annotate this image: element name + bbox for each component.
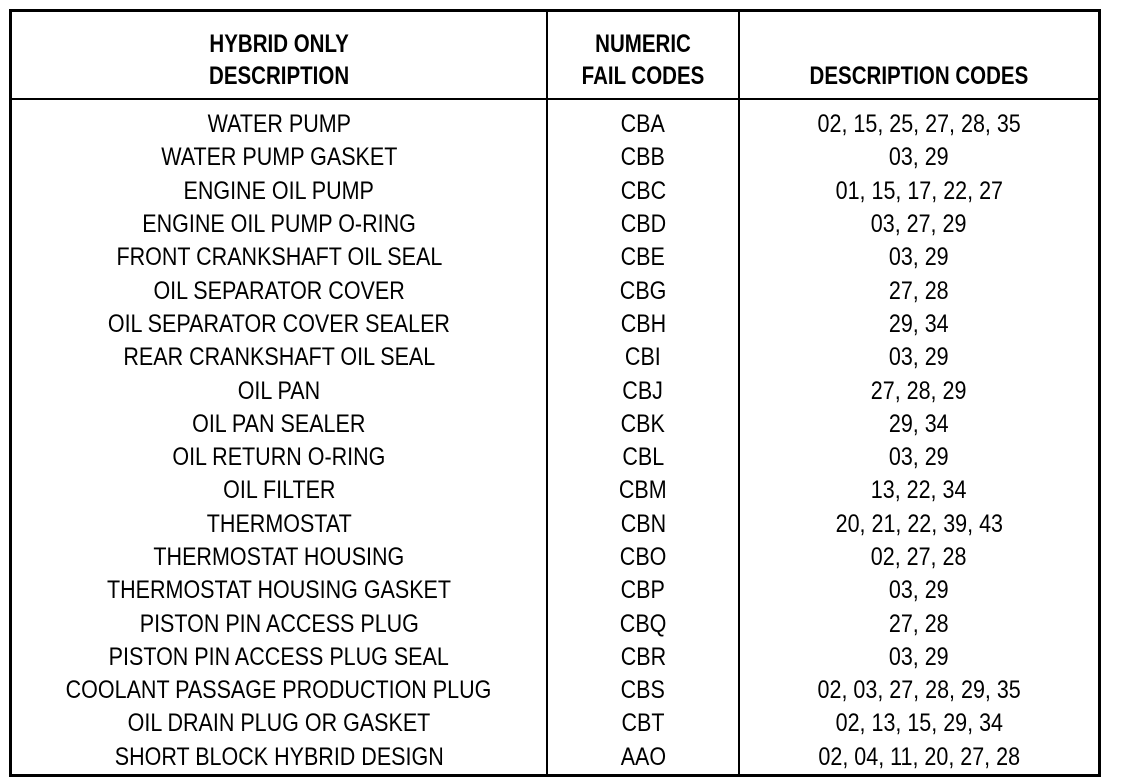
table-row [12, 607, 1098, 640]
row-description-codes: 02, 03, 27, 28, 29, 35 [817, 676, 1021, 705]
row-description-cell [12, 508, 547, 541]
table-row [12, 241, 1098, 274]
row-description-codes-cell [739, 441, 1098, 474]
row-description: ENGINE OIL PUMP [183, 176, 375, 205]
row-description-cell [12, 674, 547, 707]
row-description-codes-cell [739, 341, 1098, 374]
table-row [12, 208, 1098, 241]
row-fail-code: CBC [620, 176, 666, 205]
row-fail-code: CBP [620, 576, 666, 605]
row-fail-code: CBA [620, 110, 666, 139]
row-fail-code-cell [547, 341, 739, 374]
row-description: OIL PAN SEALER [192, 409, 366, 438]
row-fail-code-cell [547, 208, 739, 241]
header-description-codes [771, 12, 1065, 99]
row-description-codes: 27, 28, 29 [871, 376, 967, 405]
row-fail-code-cell [547, 474, 739, 507]
header-description-line2: DESCRIPTION [209, 62, 350, 90]
table-row [12, 674, 1098, 707]
row-description-cell [12, 374, 547, 407]
row-description: COOLANT PASSAGE PRODUCTION PLUG [66, 676, 492, 705]
row-description-codes: 02, 15, 25, 27, 28, 35 [817, 110, 1021, 139]
table-row [12, 274, 1098, 307]
row-description-codes-cell [739, 641, 1098, 674]
row-description-cell [12, 707, 547, 740]
header-fail-codes-line1: NUMERIC [595, 30, 691, 58]
row-fail-code-cell [547, 274, 739, 307]
table-row [12, 374, 1098, 407]
row-description-cell [12, 641, 547, 674]
table-row [12, 308, 1098, 341]
table-row [12, 641, 1098, 674]
row-description-codes-cell [739, 508, 1098, 541]
row-fail-code: CBB [620, 143, 666, 172]
row-description-cell [12, 541, 547, 574]
table-row [12, 341, 1098, 374]
row-fail-code: CBG [619, 276, 667, 305]
row-fail-code-cell [547, 541, 739, 574]
row-fail-code-cell [547, 607, 739, 640]
row-description-codes-cell [739, 541, 1098, 574]
row-fail-code-cell [547, 175, 739, 208]
row-description-codes: 20, 21, 22, 39, 43 [835, 509, 1003, 538]
fail-code-table-frame [9, 9, 1101, 777]
row-description-codes: 29, 34 [889, 409, 949, 438]
row-fail-code: CBQ [619, 609, 667, 638]
row-description-codes: 13, 22, 34 [871, 476, 967, 505]
table-row [12, 508, 1098, 541]
row-fail-code-cell [547, 707, 739, 740]
row-description-codes-cell [739, 707, 1098, 740]
row-description-cell [12, 274, 547, 307]
row-description-cell [12, 607, 547, 640]
row-fail-code: CBO [619, 543, 667, 571]
table-row [12, 741, 1098, 774]
row-description-cell [12, 141, 547, 174]
row-description-codes-cell [739, 208, 1098, 241]
header-fail-codes-line2: FAIL CODES [581, 62, 705, 90]
row-description-codes-cell [739, 474, 1098, 507]
row-fail-code: AAO [620, 742, 666, 771]
header-description-codes-label: DESCRIPTION CODES [809, 62, 1029, 90]
table-row [12, 707, 1098, 740]
table-row [12, 441, 1098, 474]
row-fail-code-cell [547, 741, 739, 774]
row-description-cell [12, 574, 547, 607]
row-fail-code: CBJ [622, 376, 664, 405]
row-description-codes-cell [739, 574, 1098, 607]
row-fail-code: CBH [620, 309, 666, 338]
row-description: THERMOSTAT HOUSING GASKET [106, 576, 452, 605]
row-fail-code: CBM [619, 476, 667, 505]
row-fail-code: CBS [620, 676, 666, 705]
row-description-codes: 29, 34 [889, 309, 949, 338]
row-description-codes-cell [739, 274, 1098, 307]
table-header [12, 12, 1098, 99]
row-description-codes-cell [739, 607, 1098, 640]
row-description-codes: 03, 29 [889, 443, 949, 472]
row-description-codes: 01, 15, 17, 22, 27 [835, 176, 1003, 205]
row-fail-code: CBL [622, 443, 664, 472]
header-row [12, 12, 1098, 99]
row-fail-code-cell [547, 674, 739, 707]
row-description-cell [12, 175, 547, 208]
row-description: OIL SEPARATOR COVER [153, 276, 405, 305]
row-description: PISTON PIN ACCESS PLUG [139, 609, 419, 638]
row-description-cell [12, 741, 547, 774]
row-description-codes: 03, 29 [889, 243, 949, 272]
row-fail-code: CBR [620, 642, 666, 671]
row-description-cell [12, 474, 547, 507]
row-fail-code: CBE [620, 243, 666, 272]
row-description: OIL RETURN O-RING [172, 443, 386, 472]
row-description: WATER PUMP GASKET [160, 143, 398, 172]
row-description: ENGINE OIL PUMP O-RING [142, 210, 416, 239]
row-description-codes: 03, 29 [889, 143, 949, 172]
row-fail-code-cell [547, 574, 739, 607]
row-description-codes-cell [739, 241, 1098, 274]
row-fail-code-cell [547, 641, 739, 674]
table-row [12, 474, 1098, 507]
row-fail-code-cell [547, 99, 739, 141]
table-row [12, 99, 1098, 141]
row-description-codes-cell [739, 741, 1098, 774]
row-fail-code-cell [547, 508, 739, 541]
row-description-cell [12, 408, 547, 441]
row-description: OIL FILTER [222, 476, 336, 505]
table-row [12, 141, 1098, 174]
row-description-codes-cell [739, 141, 1098, 174]
row-fail-code: CBK [620, 409, 666, 438]
row-description-codes-cell [739, 374, 1098, 407]
row-description-codes: 27, 28 [889, 609, 949, 638]
row-description-codes-cell [739, 175, 1098, 208]
row-fail-code-cell [547, 374, 739, 407]
row-description: SHORT BLOCK HYBRID DESIGN [114, 742, 444, 771]
row-description-codes: 03, 29 [889, 343, 949, 372]
row-description-codes-cell [739, 308, 1098, 341]
row-fail-code-cell [547, 241, 739, 274]
row-description-cell [12, 441, 547, 474]
row-fail-code: CBD [620, 210, 666, 239]
row-description: THERMOSTAT [206, 509, 352, 538]
row-description-cell [12, 241, 547, 274]
row-description-codes: 03, 29 [889, 642, 949, 671]
row-description-cell [12, 208, 547, 241]
row-description-cell [12, 308, 547, 341]
row-description-codes: 03, 29 [889, 576, 949, 605]
row-description-codes-cell [739, 99, 1098, 141]
row-description: FRONT CRANKSHAFT OIL SEAL [116, 243, 442, 272]
row-description: WATER PUMP [207, 110, 351, 139]
table-body [12, 99, 1098, 774]
row-fail-code: CBT [621, 709, 665, 738]
row-description: OIL DRAIN PLUG OR GASKET [127, 709, 431, 738]
row-description-codes: 02, 04, 11, 20, 27, 28 [818, 742, 1020, 771]
row-description-codes-cell [739, 408, 1098, 441]
row-fail-code: CBN [620, 509, 666, 538]
header-fail-codes [564, 12, 721, 99]
row-fail-code-cell [547, 308, 739, 341]
table-row [12, 541, 1098, 574]
row-description: REAR CRANKSHAFT OIL SEAL [123, 343, 435, 372]
row-description-cell [12, 99, 547, 141]
fail-code-table [12, 12, 1098, 774]
table-row [12, 574, 1098, 607]
table-row [12, 408, 1098, 441]
row-fail-code-cell [547, 441, 739, 474]
row-description: OIL PAN [237, 376, 321, 405]
header-description [60, 12, 499, 99]
row-description: PISTON PIN ACCESS PLUG SEAL [108, 642, 450, 671]
row-description: OIL SEPARATOR COVER SEALER [107, 309, 451, 338]
table-row [12, 175, 1098, 208]
row-description-cell [12, 341, 547, 374]
header-description-line1: HYBRID ONLY [209, 30, 349, 58]
row-fail-code-cell [547, 408, 739, 441]
row-description: THERMOSTAT HOUSING [153, 543, 405, 571]
row-description-codes-cell [739, 674, 1098, 707]
row-description-codes: 02, 13, 15, 29, 34 [835, 709, 1003, 738]
row-description-codes: 27, 28 [889, 276, 949, 305]
row-fail-code-cell [547, 141, 739, 174]
row-fail-code: CBI [625, 343, 661, 372]
row-description-codes: 03, 27, 29 [871, 210, 967, 239]
row-description-codes: 02, 27, 28 [871, 543, 967, 571]
